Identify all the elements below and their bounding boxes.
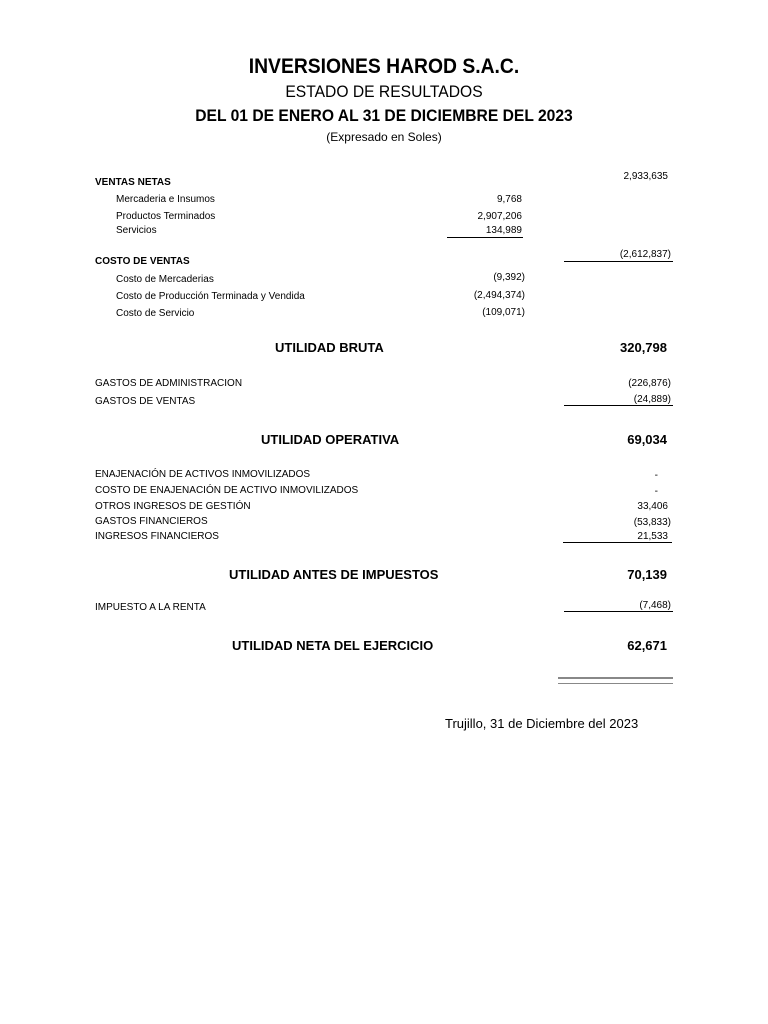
utilidad-bruta-label: UTILIDAD BRUTA bbox=[275, 340, 384, 355]
gasto-label: GASTOS DE ADMINISTRACION bbox=[95, 378, 243, 389]
statement-title: ESTADO DE RESULTADOS bbox=[285, 82, 483, 101]
ventas-item-value: 2,907,206 bbox=[477, 211, 522, 222]
otros-underline bbox=[563, 542, 672, 543]
costo-item-label: Costo de Servicio bbox=[116, 308, 195, 319]
gastos-underline bbox=[564, 405, 673, 406]
impuesto-underline bbox=[564, 611, 673, 612]
costo-item-value: (109,071) bbox=[482, 307, 525, 318]
otros-label: INGRESOS FINANCIEROS bbox=[95, 531, 219, 542]
otros-value: - bbox=[654, 486, 658, 497]
gasto-value: (226,876) bbox=[628, 378, 671, 389]
ventas-item-label: Productos Terminados bbox=[116, 211, 216, 222]
gasto-value: (24,889) bbox=[633, 394, 671, 405]
costo-total-underline bbox=[564, 261, 673, 262]
place-date: Trujillo, 31 de Diciembre del 2023 bbox=[445, 716, 639, 731]
otros-label: ENAJENACIÓN DE ACTIVOS INMOVILIZADOS bbox=[95, 469, 311, 480]
currency-note: (Expresado en Soles) bbox=[326, 130, 442, 144]
utilidad-antes-impuestos-label: UTILIDAD ANTES DE IMPUESTOS bbox=[229, 567, 439, 582]
ventas-subtotal-underline bbox=[447, 237, 523, 238]
otros-value: 33,406 bbox=[637, 501, 668, 512]
utilidad-operativa-value: 69,034 bbox=[627, 432, 667, 447]
impuesto-value: (7,468) bbox=[639, 600, 671, 611]
ventas-item-label: Servicios bbox=[116, 225, 157, 236]
ventas-item-value: 134,989 bbox=[485, 225, 522, 236]
utilidad-operativa-label: UTILIDAD OPERATIVA bbox=[261, 432, 400, 447]
costo-ventas-label: COSTO DE VENTAS bbox=[95, 256, 190, 267]
otros-label: COSTO DE ENAJENACIÓN DE ACTIVO INMOVILIZADOS bbox=[95, 485, 359, 496]
utilidad-antes-impuestos-value: 70,139 bbox=[627, 567, 667, 582]
final-double-underline bbox=[558, 677, 673, 684]
company-name: INVERSIONES HAROD S.A.C. bbox=[248, 55, 520, 78]
ventas-item-value: 9,768 bbox=[496, 194, 522, 205]
otros-label: GASTOS FINANCIEROS bbox=[95, 516, 208, 527]
ventas-item-label: Mercaderia e Insumos bbox=[116, 194, 215, 205]
otros-value: 21,533 bbox=[637, 531, 668, 542]
costo-ventas-total: (2,612,837) bbox=[619, 249, 671, 260]
costo-item-label: Costo de Producción Terminada y Vendida bbox=[116, 291, 305, 302]
impuesto-label: IMPUESTO A LA RENTA bbox=[95, 602, 206, 613]
costo-item-label: Costo de Mercaderias bbox=[116, 274, 214, 285]
utilidad-bruta-value: 320,798 bbox=[620, 340, 667, 355]
utilidad-neta-value: 62,671 bbox=[627, 638, 667, 653]
gasto-label: GASTOS DE VENTAS bbox=[95, 396, 196, 407]
ventas-netas-total: 2,933,635 bbox=[623, 171, 668, 182]
ventas-netas-label: VENTAS NETAS bbox=[95, 177, 171, 188]
otros-value: (53,833) bbox=[633, 517, 671, 528]
costo-item-value: (9,392) bbox=[493, 272, 525, 283]
period-title: DEL 01 DE ENERO AL 31 DE DICIEMBRE DEL 2023 bbox=[195, 106, 573, 125]
utilidad-neta-label: UTILIDAD NETA DEL EJERCICIO bbox=[232, 638, 434, 653]
otros-value: - bbox=[654, 470, 658, 481]
otros-label: OTROS INGRESOS DE GESTIÓN bbox=[95, 501, 251, 512]
costo-item-value: (2,494,374) bbox=[473, 290, 525, 301]
